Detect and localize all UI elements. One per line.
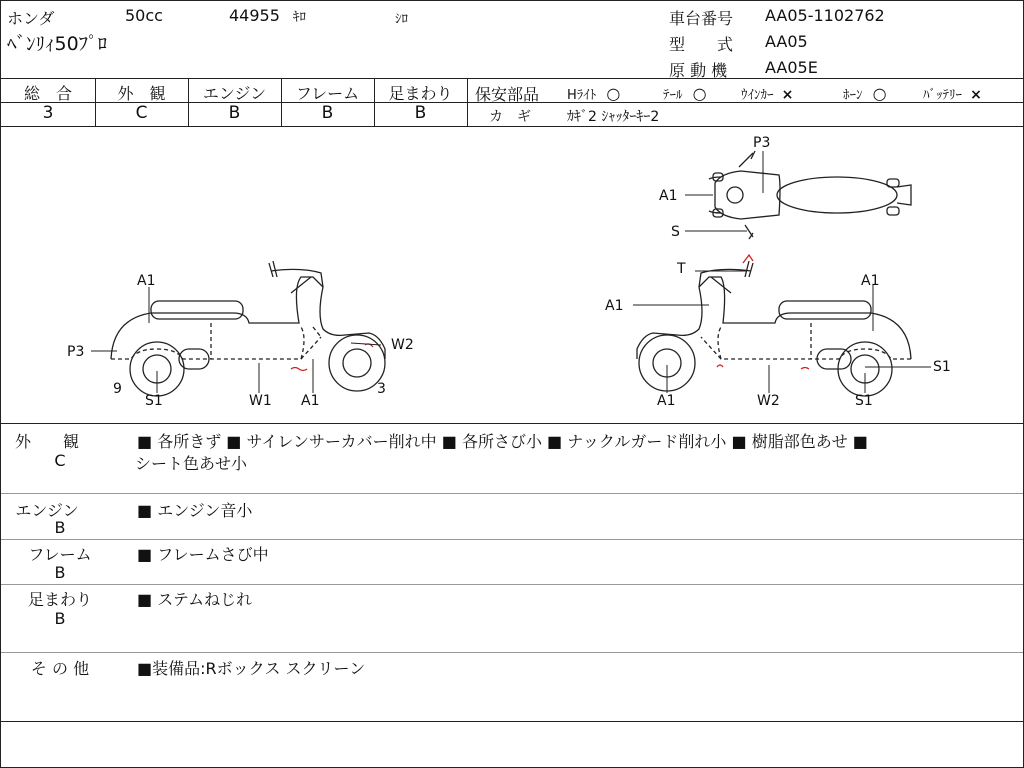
label-w2: W2 — [391, 337, 414, 353]
label-a1: A1 — [605, 298, 624, 314]
remark-category: フレーム — [28, 545, 92, 564]
engine-label: 原 動 機 — [669, 61, 728, 80]
model-name: ﾍﾞﾝﾘｨ50ﾌﾟﾛ — [7, 33, 108, 55]
frame-no-label: 車台番号 — [669, 9, 734, 28]
remark-text: ■ 各所きず ■ サイレンサーカバー削れ中 ■ 各所さび小 ■ ナックルガード削れ小 ■ 樹脂部色あせ ■ — [137, 432, 868, 451]
safety-headlight — [567, 84, 620, 103]
label-p3: P3 — [67, 344, 85, 360]
safety-item-name: ﾊﾞｯﾃﾘｰ — [923, 88, 962, 103]
label-w2: W2 — [757, 393, 780, 409]
safety-item-name: ﾎｰﾝ — [843, 88, 863, 103]
divider — [1, 539, 1023, 540]
displacement: 50cc — [125, 6, 163, 25]
label-a1: A1 — [659, 188, 678, 204]
safety-winker — [741, 84, 793, 103]
remark-text: ■ エンジン音小 — [137, 501, 253, 520]
label-s1: S1 — [933, 359, 951, 375]
maker: ホンダ — [7, 9, 55, 28]
label-w1: W1 — [249, 393, 272, 409]
remark-category: 外 観 — [14, 432, 79, 451]
grade-value-suspension: B — [414, 103, 427, 123]
safety-item-name: ﾃｰﾙ — [663, 88, 683, 103]
leader-lines — [91, 151, 931, 393]
divider — [1, 423, 1023, 424]
label-a1: A1 — [301, 393, 320, 409]
remark-grade: B — [54, 563, 66, 582]
key-label: カ ギ — [489, 109, 531, 125]
safety-item-name: Hﾗｲﾄ — [567, 88, 597, 103]
frame-no: AA05-1102762 — [765, 6, 885, 25]
safety-mark: × — [970, 87, 982, 103]
grade-value-frame: B — [321, 103, 334, 123]
remark-category: そ の 他 — [30, 659, 90, 678]
safety-horn — [843, 84, 887, 103]
remark-category: 足まわり — [27, 590, 92, 609]
mileage — [229, 6, 306, 25]
label-s1: S1 — [855, 393, 873, 409]
label-a1: A1 — [137, 273, 156, 289]
grade-value-engine: B — [228, 103, 241, 123]
grade-label-exterior: 外 観 — [117, 84, 166, 103]
divider — [1, 78, 1023, 79]
grade-label-frame: フレーム — [295, 84, 360, 103]
safety-item-name: ｳｲﾝｶｰ — [741, 88, 774, 103]
label-a1: A1 — [657, 393, 676, 409]
safety-tail — [663, 84, 707, 103]
remark-text: ■ ステムねじれ — [137, 590, 253, 609]
scooter-top-view — [709, 151, 911, 239]
safety-mark: ○ — [692, 84, 707, 103]
label-p3: P3 — [753, 135, 771, 151]
remark-grade: C — [54, 451, 66, 470]
safety-battery — [923, 84, 982, 103]
safety-label: 保安部品 — [475, 85, 540, 104]
label-t: T — [677, 261, 686, 277]
grade-label-suspension: 足まわり — [388, 84, 453, 103]
remark-category: エンジン — [15, 501, 79, 520]
grade-value-exterior: C — [135, 103, 148, 123]
damage-diagram — [1, 127, 1023, 423]
color: ｼﾛ — [395, 12, 408, 27]
remark-text: ■ フレームさび中 — [137, 545, 269, 564]
remark-text: ■装備品:Rボックス スクリーン — [137, 659, 366, 678]
remark-grade: B — [54, 609, 66, 628]
divider — [1, 721, 1023, 722]
label-s1: S1 — [145, 393, 163, 409]
grade-value-overall: 3 — [42, 103, 54, 123]
mileage-value: 44955 — [229, 6, 280, 25]
label-s: S — [671, 224, 680, 240]
divider — [1, 652, 1023, 653]
safety-mark: × — [781, 87, 794, 103]
divider — [1, 493, 1023, 494]
mileage-unit: ｷﾛ — [293, 10, 306, 25]
divider — [1, 584, 1023, 585]
label-three: 3 — [377, 381, 386, 397]
engine-value: AA05E — [765, 58, 818, 77]
safety-mark: ○ — [606, 84, 621, 103]
grade-label-engine: エンジン — [202, 84, 267, 103]
grade-label-overall: 総 合 — [23, 84, 72, 103]
type-value: AA05 — [765, 32, 808, 51]
damage-marks-right — [717, 255, 809, 369]
key-value: ｶｷﾞ2 ｼｬｯﾀｰｷｰ2 — [567, 109, 660, 125]
remark-text-continued: シート色あせ小 — [135, 454, 248, 473]
remark-grade: B — [54, 518, 66, 537]
safety-mark: ○ — [872, 84, 887, 103]
label-a1: A1 — [861, 273, 880, 289]
label-nine: 9 — [113, 381, 122, 397]
type-label: 型 式 — [669, 35, 734, 54]
